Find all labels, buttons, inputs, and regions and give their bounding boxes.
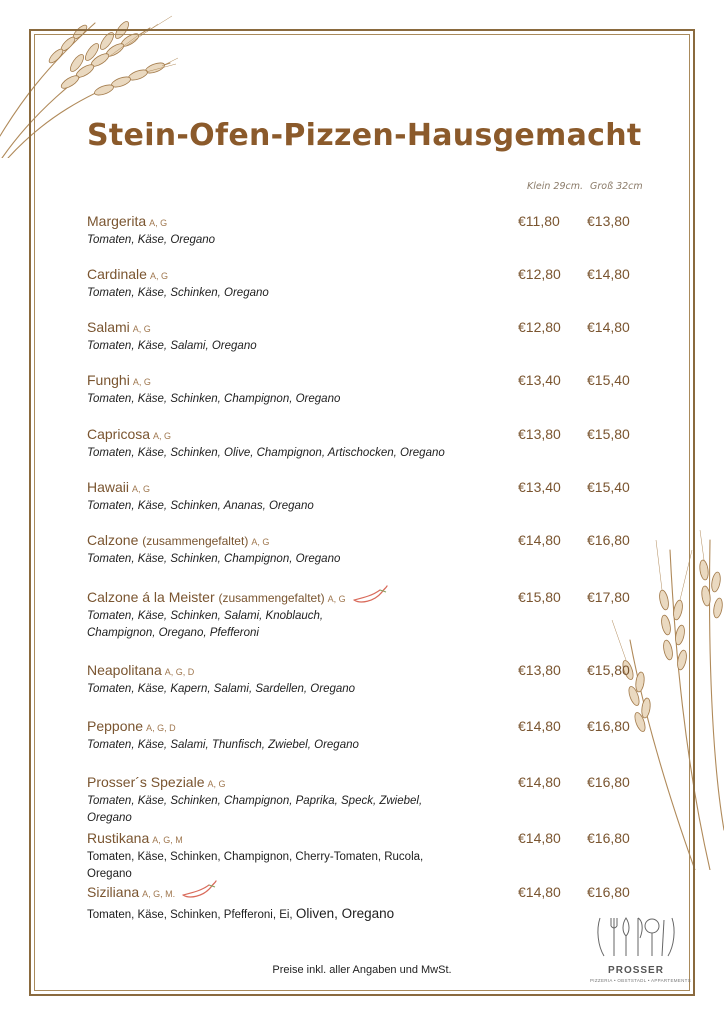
allergen-codes: A, G (132, 324, 151, 334)
logo-tagline: PIZZERIA • OBSTSTADL • APPARTEMENTS (590, 978, 692, 983)
pizza-name: Capricosa (87, 426, 151, 442)
prosser-logo (590, 912, 692, 990)
allergen-codes: A, G (132, 377, 151, 387)
price-small: €12,80 (518, 319, 561, 335)
menu-item (87, 531, 647, 568)
price-small: €15,80 (518, 589, 561, 605)
price-large: €16,80 (587, 774, 630, 790)
price-large: €15,40 (587, 372, 630, 388)
pizza-description: Tomaten, Käse, Schinken, Champignon, Oregano (87, 553, 341, 565)
size-header-small: Klein 29cm. (527, 181, 583, 192)
pizza-description: Tomaten, Käse, Schinken, Champignon, Cherry-Tomaten, Rucola, Oregano (87, 851, 424, 880)
pizza-description: Tomaten, Käse, Oregano (87, 234, 216, 246)
allergen-codes: A, G (251, 537, 270, 547)
allergen-codes: A, G (149, 218, 168, 228)
price-small: €14,80 (518, 532, 561, 548)
size-header-large: Groß 32cm (590, 181, 643, 192)
price-large: €14,80 (587, 319, 630, 335)
allergen-codes: A, G (149, 271, 168, 281)
price-large: €16,80 (587, 884, 630, 900)
page-title: Stein-Ofen-Pizzen-Hausgemacht (87, 118, 642, 153)
chili-pepper-icon (179, 879, 219, 901)
pizza-name: Peppone (87, 718, 144, 734)
pizza-note: (zusammengefaltet) (142, 534, 249, 548)
price-large: €15,80 (587, 662, 630, 678)
pizza-name: Calzone (87, 532, 139, 548)
pizza-name: Salami (87, 319, 130, 335)
menu-item (87, 661, 647, 698)
price-large: €16,80 (587, 830, 630, 846)
allergen-codes: A, G (327, 594, 346, 604)
price-small: €14,80 (518, 774, 561, 790)
pizza-name: Neapolitana (87, 662, 162, 678)
pizza-description: Tomaten, Käse, Salami, Oregano (87, 340, 257, 352)
allergen-codes: A, G (153, 431, 172, 441)
pizza-description: Tomaten, Käse, Schinken, Ananas, Oregano (87, 500, 314, 512)
pizza-name: Funghi (87, 372, 130, 388)
menu-item (87, 588, 647, 642)
allergen-codes: A, G, D (164, 667, 195, 677)
price-large: €15,80 (587, 426, 630, 442)
pizza-description: Tomaten, Käse, Schinken, Oregano (87, 287, 269, 299)
menu-item (87, 829, 647, 883)
price-large: €15,40 (587, 479, 630, 495)
pizza-description: Tomaten, Käse, Schinken, Champignon, Paprika, Speck, Zwiebel, Oregano (87, 795, 423, 824)
menu-item (87, 883, 647, 924)
pizza-note: (zusammengefaltet) (218, 591, 325, 605)
price-small: €13,80 (518, 426, 561, 442)
price-small: €14,80 (518, 718, 561, 734)
price-small: €11,80 (518, 213, 560, 229)
menu-item (87, 478, 647, 515)
pizza-description-emphasis: Oliven, Oregano (295, 906, 395, 921)
menu-item (87, 773, 647, 827)
price-small: €14,80 (518, 884, 561, 900)
menu-item (87, 371, 647, 408)
pizza-description: Tomaten, Käse, Kapern, Salami, Sardellen, Oregano (87, 683, 356, 695)
pizza-description: Tomaten, Käse, Salami, Thunfisch, Zwiebel, Oregano (87, 739, 359, 751)
chili-pepper-icon (350, 584, 390, 606)
menu-item (87, 717, 647, 754)
menu-item (87, 265, 647, 302)
pizza-name: Cardinale (87, 266, 147, 282)
menu-item (87, 318, 647, 355)
pizza-name: Hawaii (87, 479, 130, 495)
pizza-name: Siziliana (87, 884, 140, 900)
price-large: €16,80 (587, 718, 630, 734)
pizza-name: Rustikana (87, 830, 150, 846)
kitchen-utensils-icon (594, 912, 678, 960)
menu-item (87, 212, 647, 249)
allergen-codes: A, G (132, 484, 151, 494)
price-large: €14,80 (587, 266, 630, 282)
price-large: €13,80 (587, 213, 630, 229)
allergen-codes: A, G, M (152, 835, 183, 845)
price-large: €17,80 (587, 589, 630, 605)
price-small: €13,40 (518, 479, 561, 495)
price-small: €13,40 (518, 372, 561, 388)
price-small: €14,80 (518, 830, 561, 846)
price-small: €13,80 (518, 662, 561, 678)
pizza-description: Tomaten, Käse, Schinken, Pfefferoni, Ei, (87, 909, 293, 921)
pizza-name: Calzone á la Meister (87, 589, 215, 605)
price-footnote: Preise inkl. aller Angaben und MwSt. (272, 964, 452, 976)
pizza-name: Margerita (87, 213, 147, 229)
pizza-description: Tomaten, Käse, Schinken, Champignon, Oregano (87, 393, 341, 405)
pizza-name: Prosser´s Speziale (87, 774, 205, 790)
allergen-codes: A, G, D (146, 723, 176, 733)
allergen-codes: A, G, M. (142, 889, 176, 899)
pizza-description: Tomaten, Käse, Schinken, Salami, Knoblauch, Champignon, Oregano, Pfefferoni (87, 610, 324, 639)
menu-item (87, 425, 647, 462)
price-large: €16,80 (587, 532, 630, 548)
allergen-codes: A, G (207, 779, 226, 789)
price-small: €12,80 (518, 266, 561, 282)
logo-wordmark: PROSSER (608, 965, 664, 976)
pizza-description: Tomaten, Käse, Schinken, Olive, Champignon, Artischocken, Oregano (87, 447, 445, 459)
